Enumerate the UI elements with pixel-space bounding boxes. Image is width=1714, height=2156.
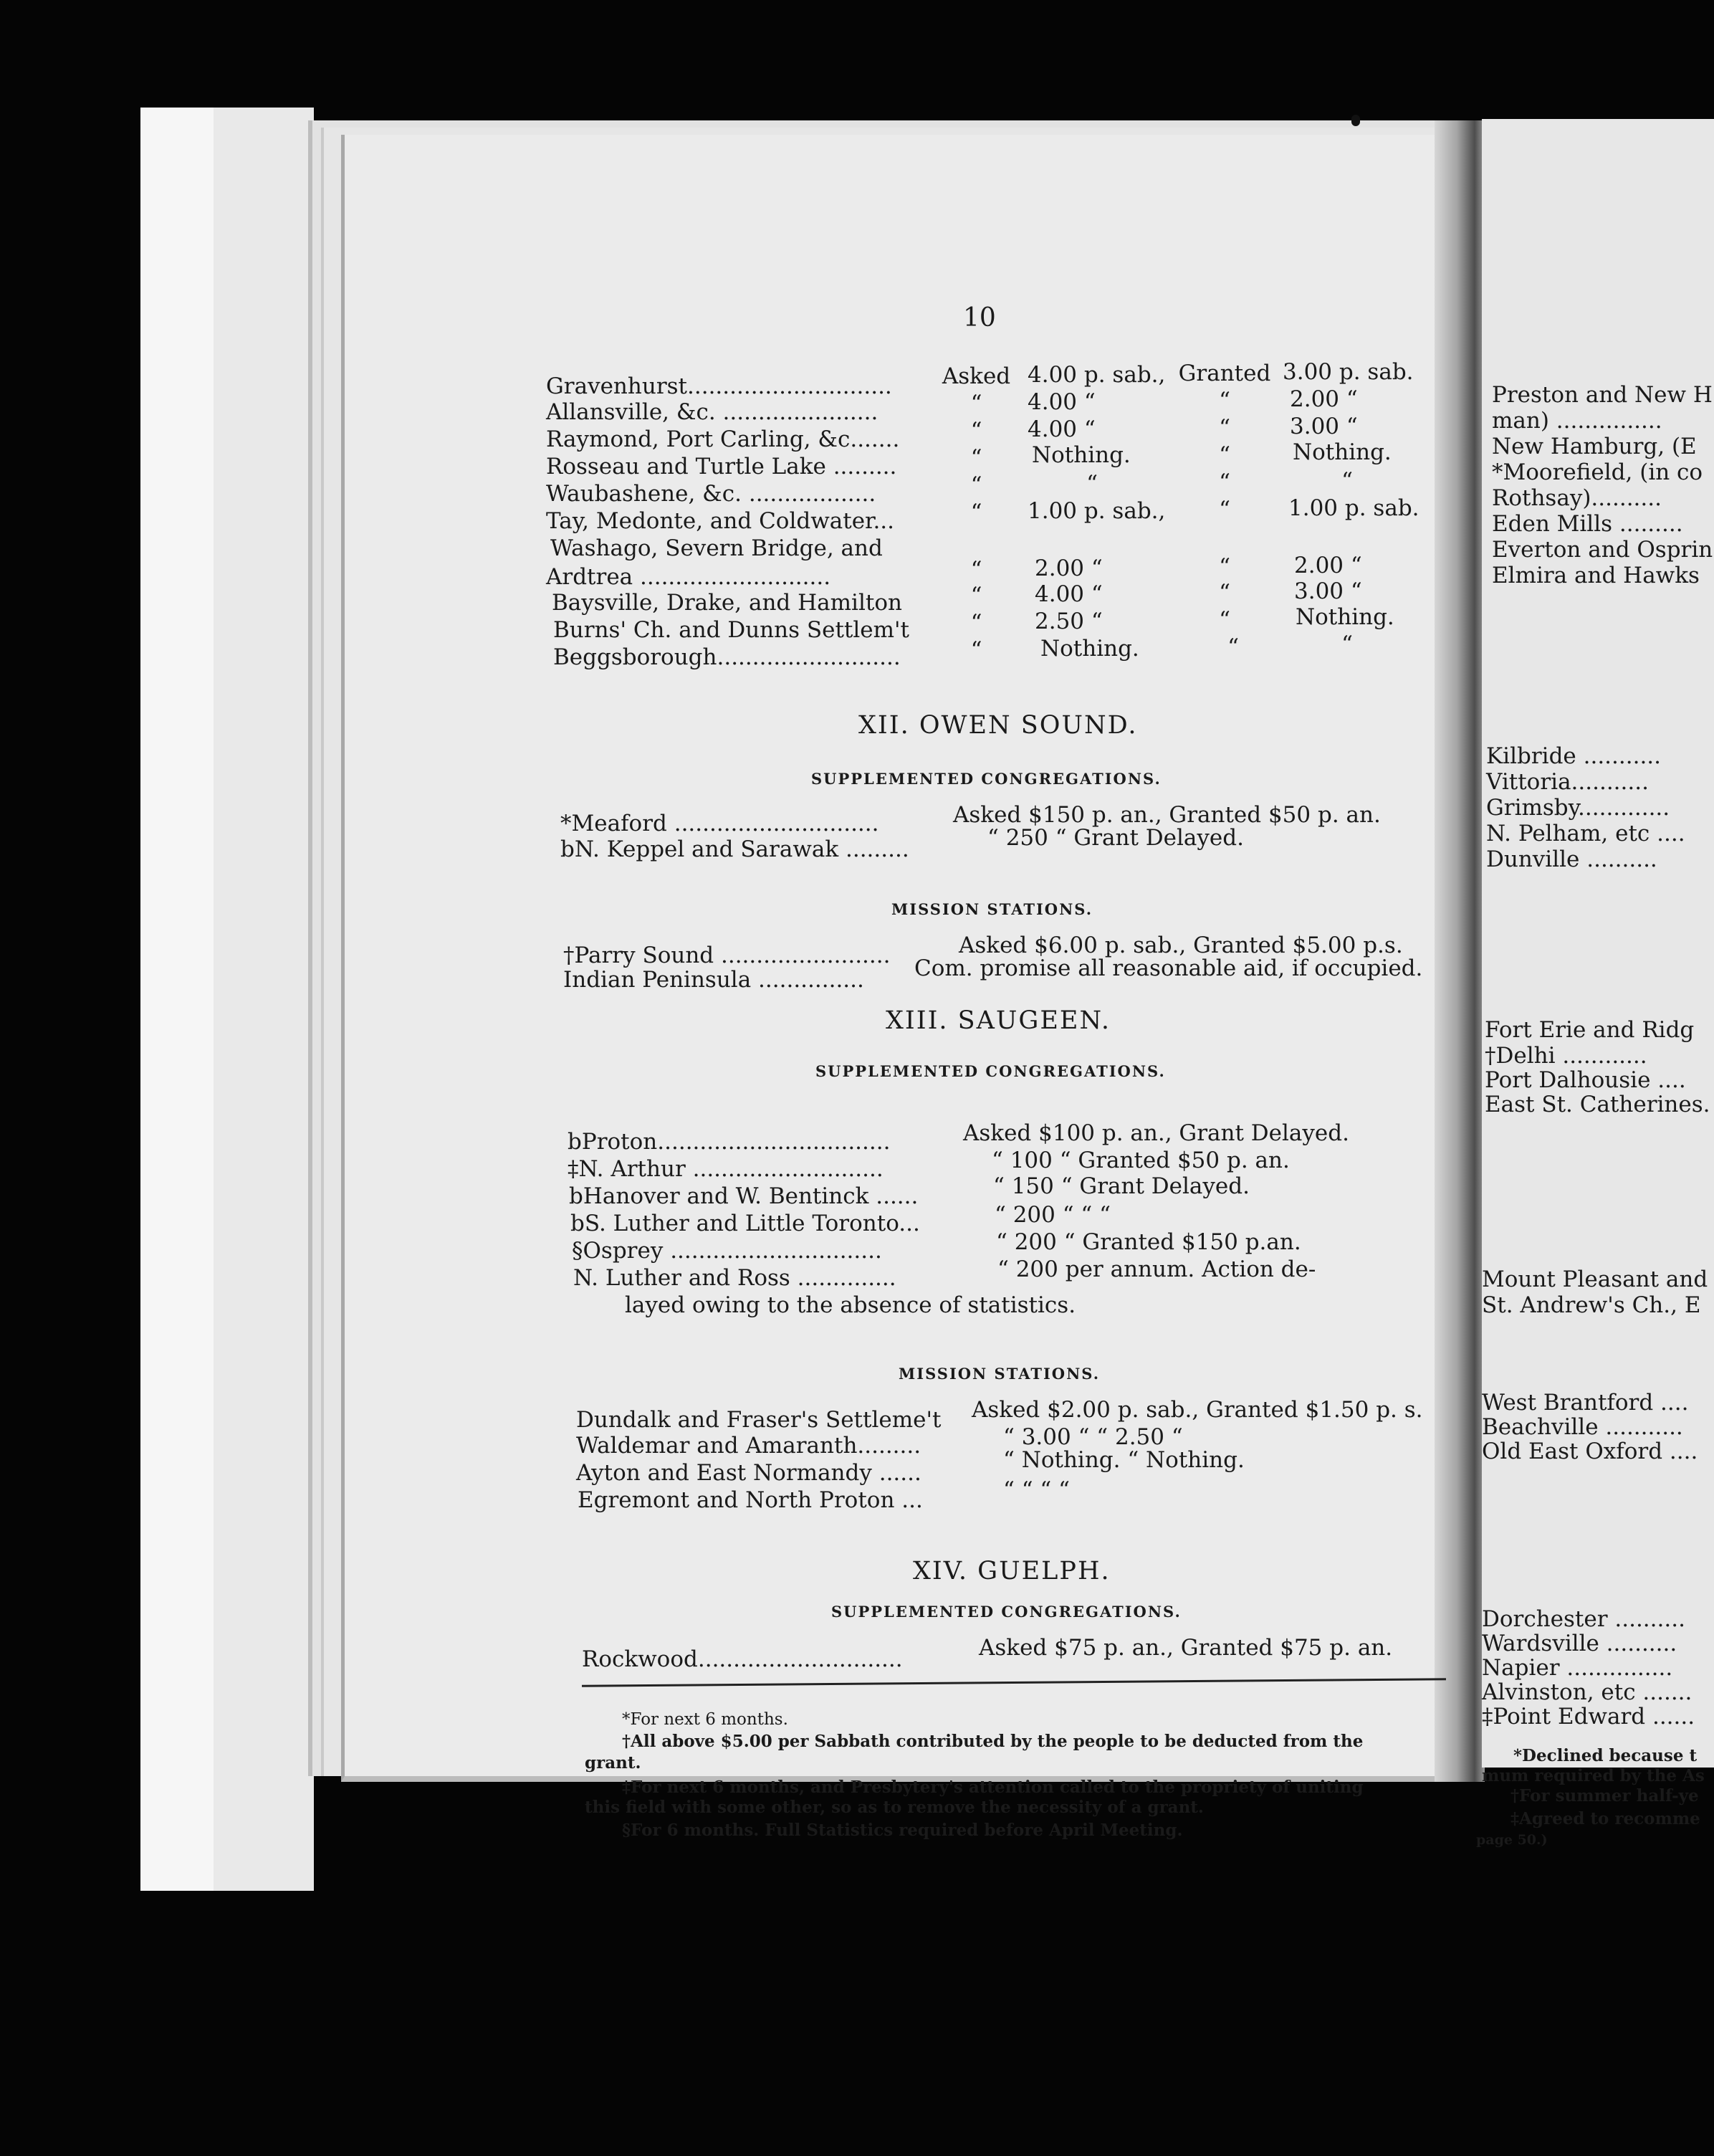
continuation-text: layed owing to the absence of statistics.	[625, 1292, 1076, 1318]
row-detail: Asked $6.00 p. sab., Granted $5.00 p.s.	[959, 932, 1403, 958]
row-name: Burns' Ch. and Dunns Settlem't	[553, 617, 909, 643]
grant-cell: “	[1341, 468, 1353, 494]
row-detail: “ 200 per annum. Action de-	[997, 1256, 1316, 1282]
asked-cell: Asked	[942, 363, 1011, 389]
facing-line: Napier ...............	[1482, 1655, 1673, 1681]
asked-cell: “	[970, 637, 982, 663]
grant-cell: 3.00 “	[1290, 414, 1358, 439]
granted-cell: “	[1219, 469, 1230, 495]
footnote: this field with some other, so as to remove the necessity of a grant.	[585, 1798, 1204, 1817]
asked-cell: “	[970, 500, 982, 525]
subheading-mission-stations: MISSION STATIONS.	[891, 900, 1093, 918]
row-name: Waubashene, &c. ..................	[546, 481, 876, 507]
row-name: Baysville, Drake, and Hamilton	[552, 590, 902, 616]
row-detail: “ 3.00 “ “ 2.50 “	[1003, 1424, 1183, 1450]
facing-line: Rothsay)..........	[1492, 485, 1662, 511]
granted-cell: “	[1219, 415, 1230, 441]
facing-line: Kilbride ...........	[1486, 743, 1662, 769]
row-name: Ardtrea ...........................	[546, 564, 831, 590]
facing-line: Vittoria...........	[1486, 769, 1649, 795]
granted-cell: “	[1219, 442, 1230, 468]
row-name: †Parry Sound ........................	[563, 943, 891, 968]
grant-cell: 1.00 p. sab.	[1288, 495, 1419, 521]
facing-line: Beachville ...........	[1482, 1414, 1683, 1440]
section-heading-guelph: XIV. GUELPH.	[913, 1557, 1111, 1585]
facing-line: N. Pelham, etc ....	[1486, 821, 1685, 846]
granted-cell: “	[1219, 554, 1230, 580]
footnote: grant.	[585, 1753, 641, 1773]
row-name: Washago, Severn Bridge, and	[550, 535, 883, 561]
row-detail: Asked $150 p. an., Granted $50 p. an.	[953, 802, 1381, 828]
granted-cell: “	[1219, 580, 1230, 606]
granted-cell: “	[1219, 388, 1230, 414]
row-detail: Asked $2.00 p. sab., Granted $1.50 p. s.	[972, 1397, 1423, 1423]
row-name: Allansville, &c. ......................	[546, 399, 878, 425]
row-name: Raymond, Port Carling, &c.......	[546, 426, 900, 452]
facing-line: Grimsby.............	[1486, 795, 1670, 821]
facing-footnote: mum required by the As	[1482, 1766, 1705, 1785]
amount-cell: 1.00 p. sab.,	[1028, 498, 1166, 524]
row-name: Gravenhurst.............................	[546, 373, 892, 399]
facing-line: West Brantford ....	[1482, 1390, 1689, 1416]
row-name: Dundalk and Fraser's Settleme't	[576, 1407, 942, 1433]
amount-cell: 2.00 “	[1035, 555, 1103, 581]
subheading-mission-stations: MISSION STATIONS.	[899, 1365, 1101, 1383]
facing-line: ‡Point Edward ......	[1482, 1704, 1695, 1730]
row-name: Beggsborough..........................	[553, 644, 901, 670]
facing-line: Fort Erie and Ridg	[1485, 1017, 1695, 1043]
facing-line: Dorchester ..........	[1482, 1606, 1685, 1632]
row-name: Waldemar and Amaranth.........	[576, 1433, 921, 1459]
asked-cell: “	[970, 583, 982, 609]
row-name: Indian Peninsula ...............	[563, 967, 864, 993]
facing-line: Dunville ..........	[1486, 846, 1657, 872]
row-detail: “ 200 “ Granted $150 p.an.	[996, 1229, 1301, 1255]
scan-speck	[1351, 115, 1360, 126]
facing-page	[1482, 119, 1714, 1785]
section-heading-saugeen: XIII. SAUGEEN.	[886, 1006, 1111, 1035]
row-detail: “ “ “ “	[1003, 1477, 1070, 1503]
row-name: Egremont and North Proton ...	[578, 1487, 923, 1513]
amount-cell: “	[1086, 471, 1098, 497]
amount-cell: 4.00 p. sab.,	[1028, 362, 1166, 388]
row-name: bS. Luther and Little Toronto...	[570, 1211, 920, 1236]
row-name: bHanover and W. Bentinck ......	[569, 1183, 919, 1209]
row-name: bProton.................................	[568, 1129, 891, 1155]
facing-line: Alvinston, etc .......	[1482, 1679, 1693, 1705]
row-detail: “ 150 “ Grant Delayed.	[993, 1173, 1250, 1199]
book-gutter	[1435, 120, 1485, 1782]
asked-cell: “	[970, 418, 982, 444]
subheading-supplemented: SUPPLEMENTED CONGREGATIONS.	[811, 770, 1162, 788]
amount-cell: 2.50 “	[1035, 609, 1103, 634]
facing-line: Mount Pleasant and	[1482, 1267, 1708, 1292]
row-name: Rosseau and Turtle Lake .........	[546, 454, 897, 480]
row-detail: “ Nothing. “ Nothing.	[1003, 1447, 1245, 1473]
book-edge-grey	[214, 108, 314, 1891]
amount-cell: Nothing.	[1040, 636, 1139, 662]
amount-cell: 4.00 “	[1035, 581, 1103, 607]
row-name: bN. Keppel and Sarawak .........	[560, 836, 909, 862]
row-name: Tay, Medonte, and Coldwater...	[546, 508, 895, 534]
facing-line: Old East Oxford ....	[1482, 1439, 1698, 1464]
facing-footnote: ‡Agreed to recomme	[1510, 1809, 1700, 1828]
row-detail: “ 200 “ “ “	[995, 1202, 1111, 1228]
facing-line: Port Dalhousie ....	[1485, 1067, 1686, 1093]
row-name: ‡N. Arthur ...........................	[568, 1156, 884, 1182]
facing-footnote: *Declined because t	[1513, 1746, 1698, 1765]
facing-line: †Delhi ............	[1485, 1043, 1647, 1069]
row-detail: Asked $100 p. an., Grant Delayed.	[963, 1120, 1349, 1146]
granted-cell: “	[1219, 607, 1230, 633]
row-detail: Com. promise all reasonable aid, if occupied.	[914, 955, 1423, 981]
footnote: †All above $5.00 per Sabbath contributed by the people to be deducted from the	[622, 1732, 1364, 1751]
row-name: N. Luther and Ross ..............	[573, 1265, 896, 1291]
row-name: Ayton and East Normandy ......	[576, 1460, 921, 1486]
subheading-supplemented: SUPPLEMENTED CONGREGATIONS.	[831, 1603, 1182, 1621]
row-name: §Osprey ..............................	[572, 1238, 882, 1264]
facing-line: Everton and Osprin	[1492, 537, 1713, 563]
row-name: Rockwood.............................	[582, 1646, 903, 1672]
facing-line: St. Andrew's Ch., E	[1482, 1292, 1701, 1318]
row-detail: “ 100 “ Granted $50 p. an.	[992, 1148, 1290, 1173]
row-detail: Asked $75 p. an., Granted $75 p. an.	[979, 1635, 1393, 1661]
row-name: *Meaford .............................	[560, 811, 879, 836]
grant-cell: 3.00 p. sab.	[1283, 359, 1414, 385]
facing-line: Wardsville ..........	[1482, 1631, 1677, 1656]
facing-footnote: †For summer half-ye	[1510, 1786, 1699, 1806]
grant-cell: 3.00 “	[1294, 578, 1362, 604]
grant-cell: “	[1341, 631, 1353, 657]
asked-cell: “	[970, 472, 982, 498]
amount-cell: 4.00 “	[1028, 416, 1096, 442]
amount-cell: 4.00 “	[1028, 389, 1096, 415]
granted-cell: “	[1227, 634, 1239, 660]
asked-cell: “	[970, 557, 982, 583]
facing-line: *Moorefield, (in co	[1492, 459, 1703, 485]
grant-cell: 2.00 “	[1290, 386, 1358, 412]
facing-line: Preston and New H	[1492, 382, 1713, 408]
granted-cell: “	[1219, 497, 1230, 523]
footnote: *For next 6 months.	[622, 1710, 788, 1729]
facing-line: East St. Catherines.	[1485, 1092, 1710, 1117]
facing-footnote: page 50.)	[1476, 1832, 1548, 1848]
grant-cell: 2.00 “	[1294, 553, 1362, 578]
grant-cell: Nothing.	[1296, 604, 1394, 630]
subheading-supplemented: SUPPLEMENTED CONGREGATIONS.	[815, 1062, 1166, 1080]
amount-cell: Nothing.	[1032, 442, 1131, 468]
asked-cell: “	[970, 391, 982, 416]
asked-cell: “	[970, 610, 982, 636]
page-number: 10	[963, 303, 996, 333]
grant-cell: Nothing.	[1293, 439, 1392, 465]
section-heading-owen-sound: XII. OWEN SOUND.	[858, 711, 1138, 740]
granted-cell: Granted	[1178, 361, 1271, 386]
book-edge-white	[140, 108, 214, 1891]
facing-line: Elmira and Hawks	[1492, 563, 1700, 588]
facing-line: New Hamburg, (E	[1492, 434, 1697, 459]
facing-line: Eden Mills .........	[1492, 511, 1683, 537]
facing-line: man) ...............	[1492, 408, 1662, 434]
asked-cell: “	[970, 445, 982, 471]
row-detail: “ 250 “ Grant Delayed.	[987, 825, 1244, 851]
footnote: ‡For next 6 months, and Presbytery's attention called to the propriety of uniting	[622, 1778, 1364, 1797]
footnote: §For 6 months. Full Statistics required before April Meeting.	[622, 1821, 1183, 1840]
